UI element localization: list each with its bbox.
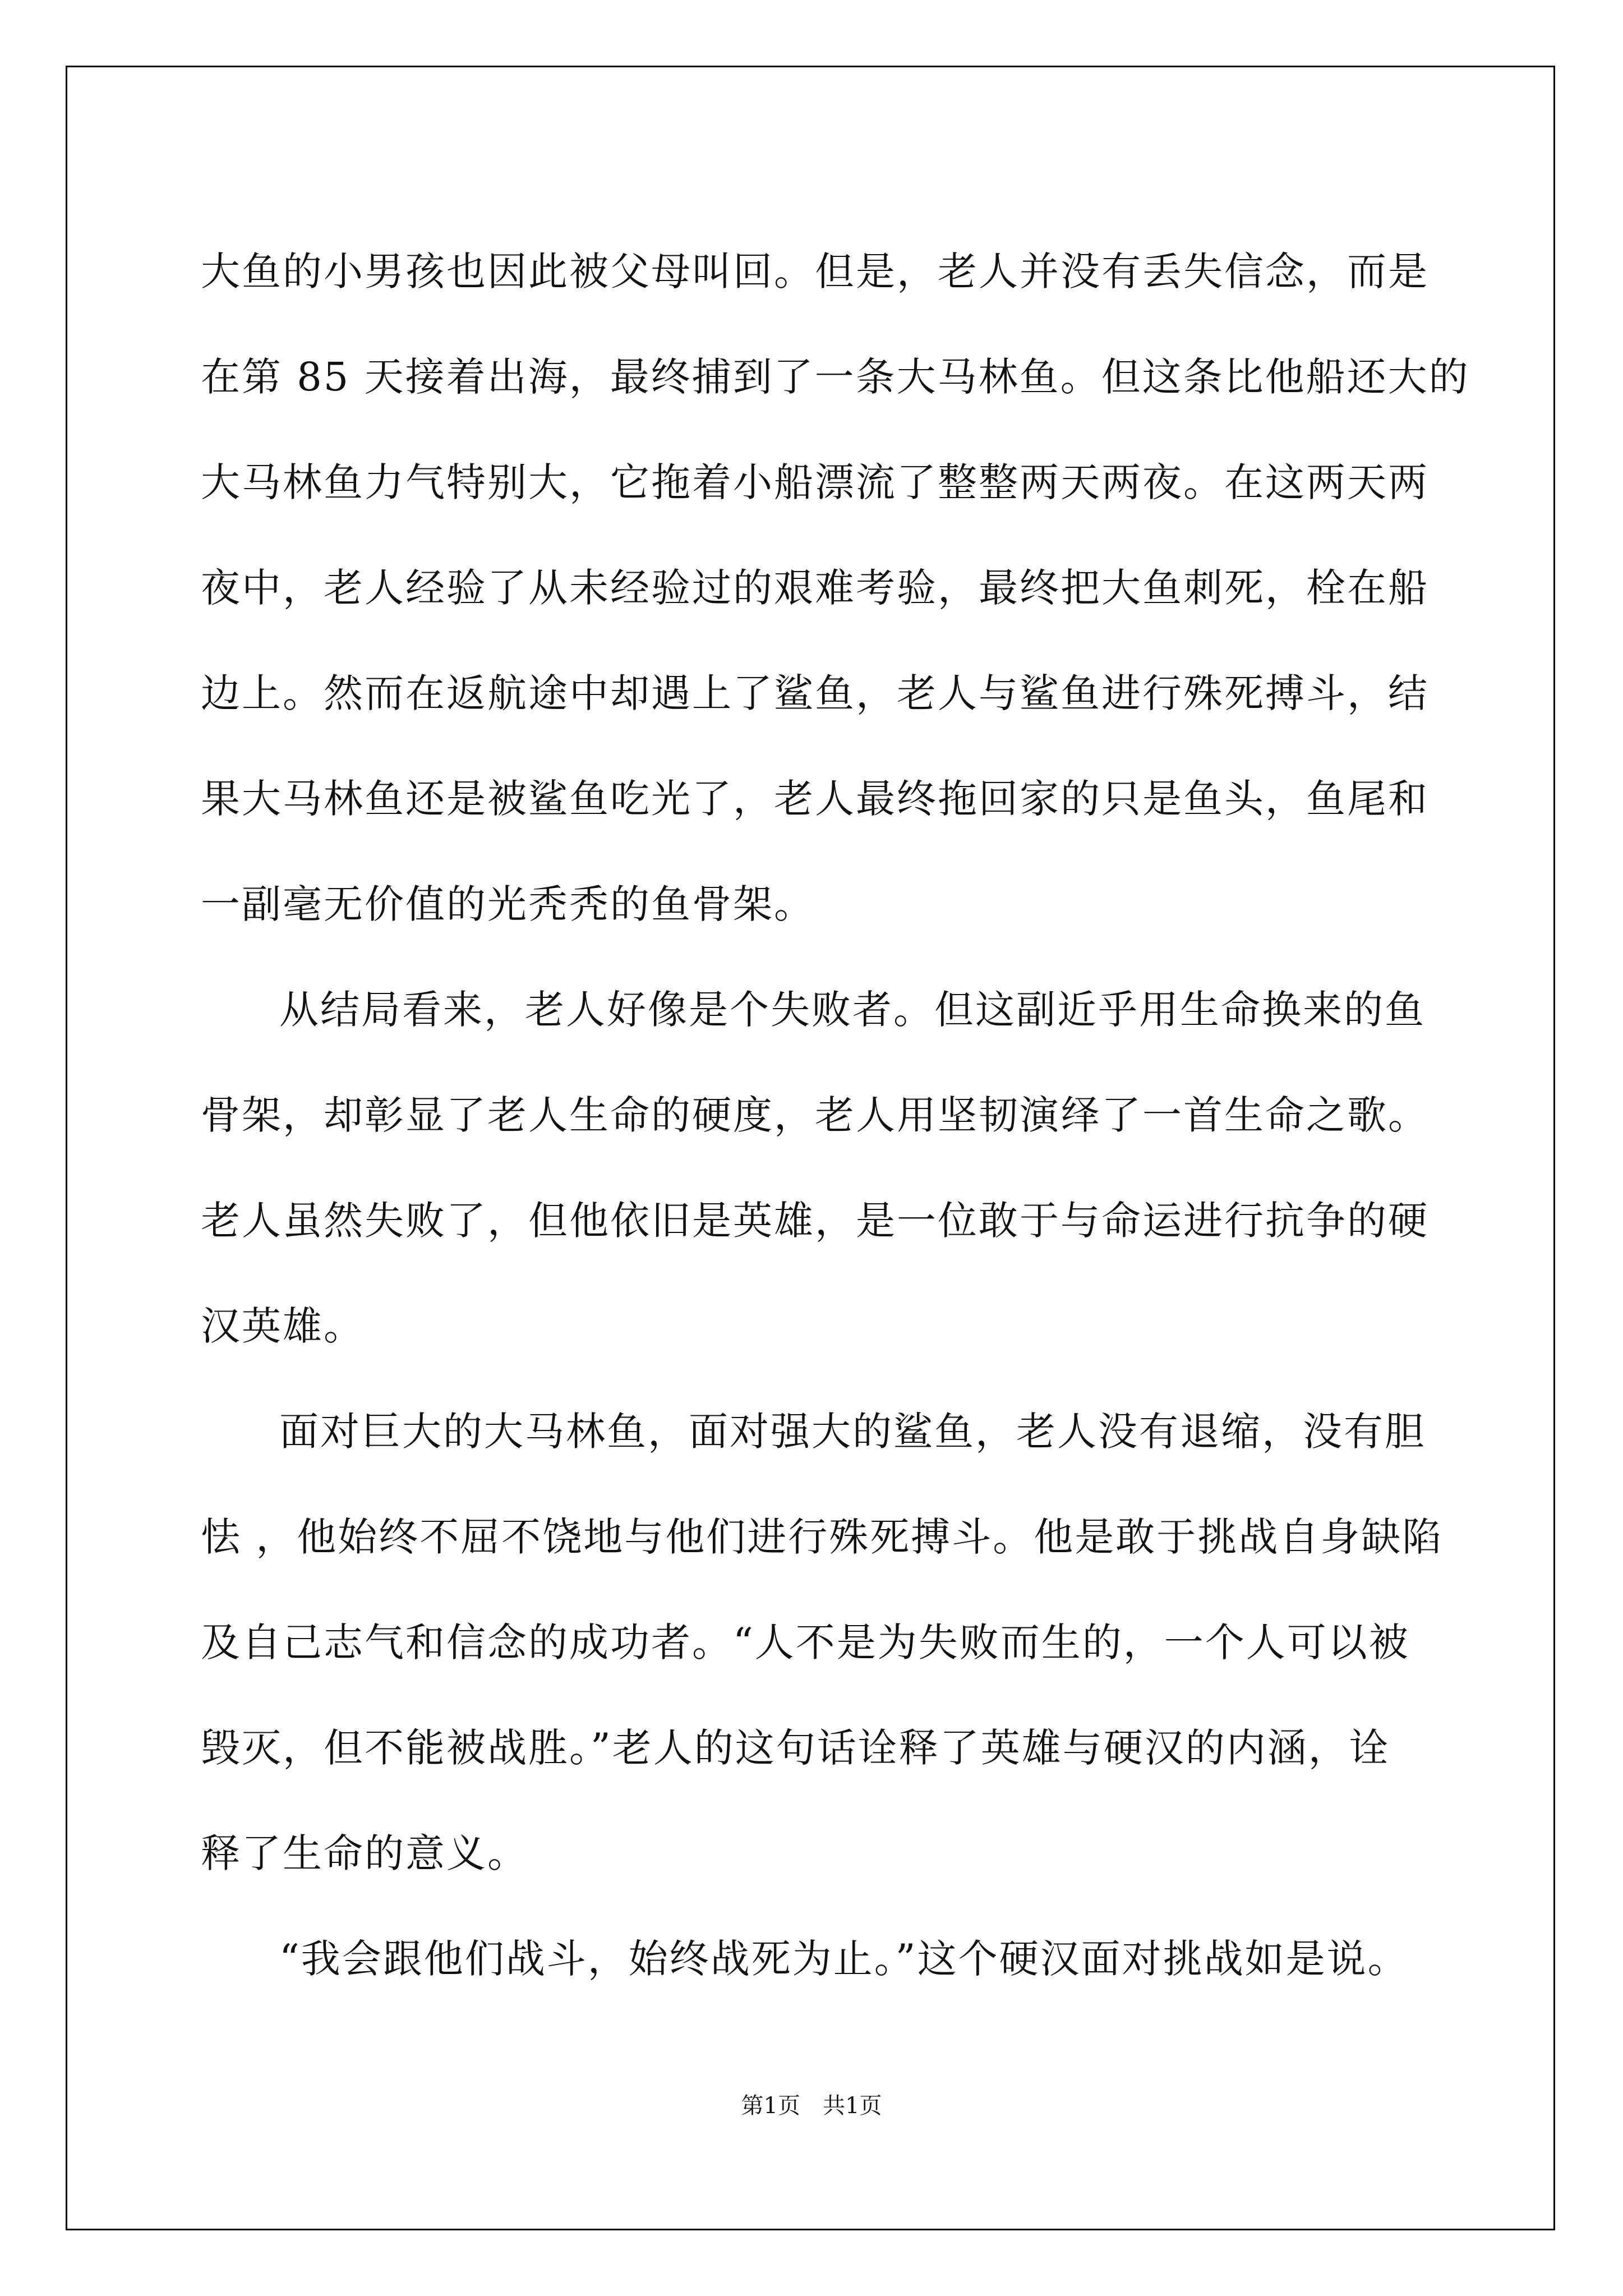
total-pages: 共1页 xyxy=(823,2093,882,2119)
text-line: 果大马林鱼还是被鲨鱼吃光了，老人最终拖回家的只是鱼头，鱼尾和 xyxy=(201,776,1429,822)
text-line: 边上。然而在返航途中却遇上了鲨鱼，老人与鲨鱼进行殊死搏斗，结 xyxy=(201,670,1429,716)
document-body xyxy=(201,219,1470,2012)
page-footer xyxy=(0,2088,1623,2120)
text-line: 一副毫无价值的光秃秃的鱼骨架。 xyxy=(201,881,815,927)
text-line: 毁灭，但不能被战胜。”老人的这句话诠释了英雄与硬汉的内涵，诠 xyxy=(201,1725,1390,1771)
text-line: 怯 ，他始终不屈不饶地与他们进行殊死搏斗。他是敢于挑战自身缺陷 xyxy=(201,1514,1444,1560)
page-number: 第1页 xyxy=(741,2093,800,2119)
paragraph-start-line: 面对巨大的大马林鱼，面对强大的鲨鱼，老人没有退缩，没有胆 xyxy=(279,1409,1426,1455)
text-line: 释了生命的意义。 xyxy=(201,1830,528,1876)
text-line: 及自己志气和信念的成功者。“人不是为失败而生的，一个人可以被 xyxy=(201,1619,1410,1665)
paragraph-start-line: “我会跟他们战斗，始终战死为止。”这个硬汉面对挑战如是说。 xyxy=(279,1936,1409,1982)
text-line: 大鱼的小男孩也因此被父母叫回。但是，老人并没有丢失信念，而是 xyxy=(201,249,1429,295)
text-line: 夜中，老人经验了从未经验过的艰难考验，最终把大鱼刺死，栓在船 xyxy=(201,565,1429,611)
text-line: 老人虽然失败了，但他依旧是英雄，是一位敢于与命运进行抗争的硬 xyxy=(201,1198,1429,1244)
text-line: 大马林鱼力气特别大，它拖着小船漂流了整整两天两夜。在这两天两 xyxy=(201,459,1429,505)
paragraph-start-line: 从结局看来，老人好像是个失败者。但这副近乎用生命换来的鱼 xyxy=(279,987,1426,1033)
text-line: 骨架，却彰显了老人生命的硬度，老人用坚韧演绎了一首生命之歌。 xyxy=(201,1092,1429,1138)
text-line: 汉英雄。 xyxy=(201,1303,365,1349)
text-line: 在第 85 天接着出海，最终捕到了一条大马林鱼。但这条比他船还大的 xyxy=(201,354,1470,400)
